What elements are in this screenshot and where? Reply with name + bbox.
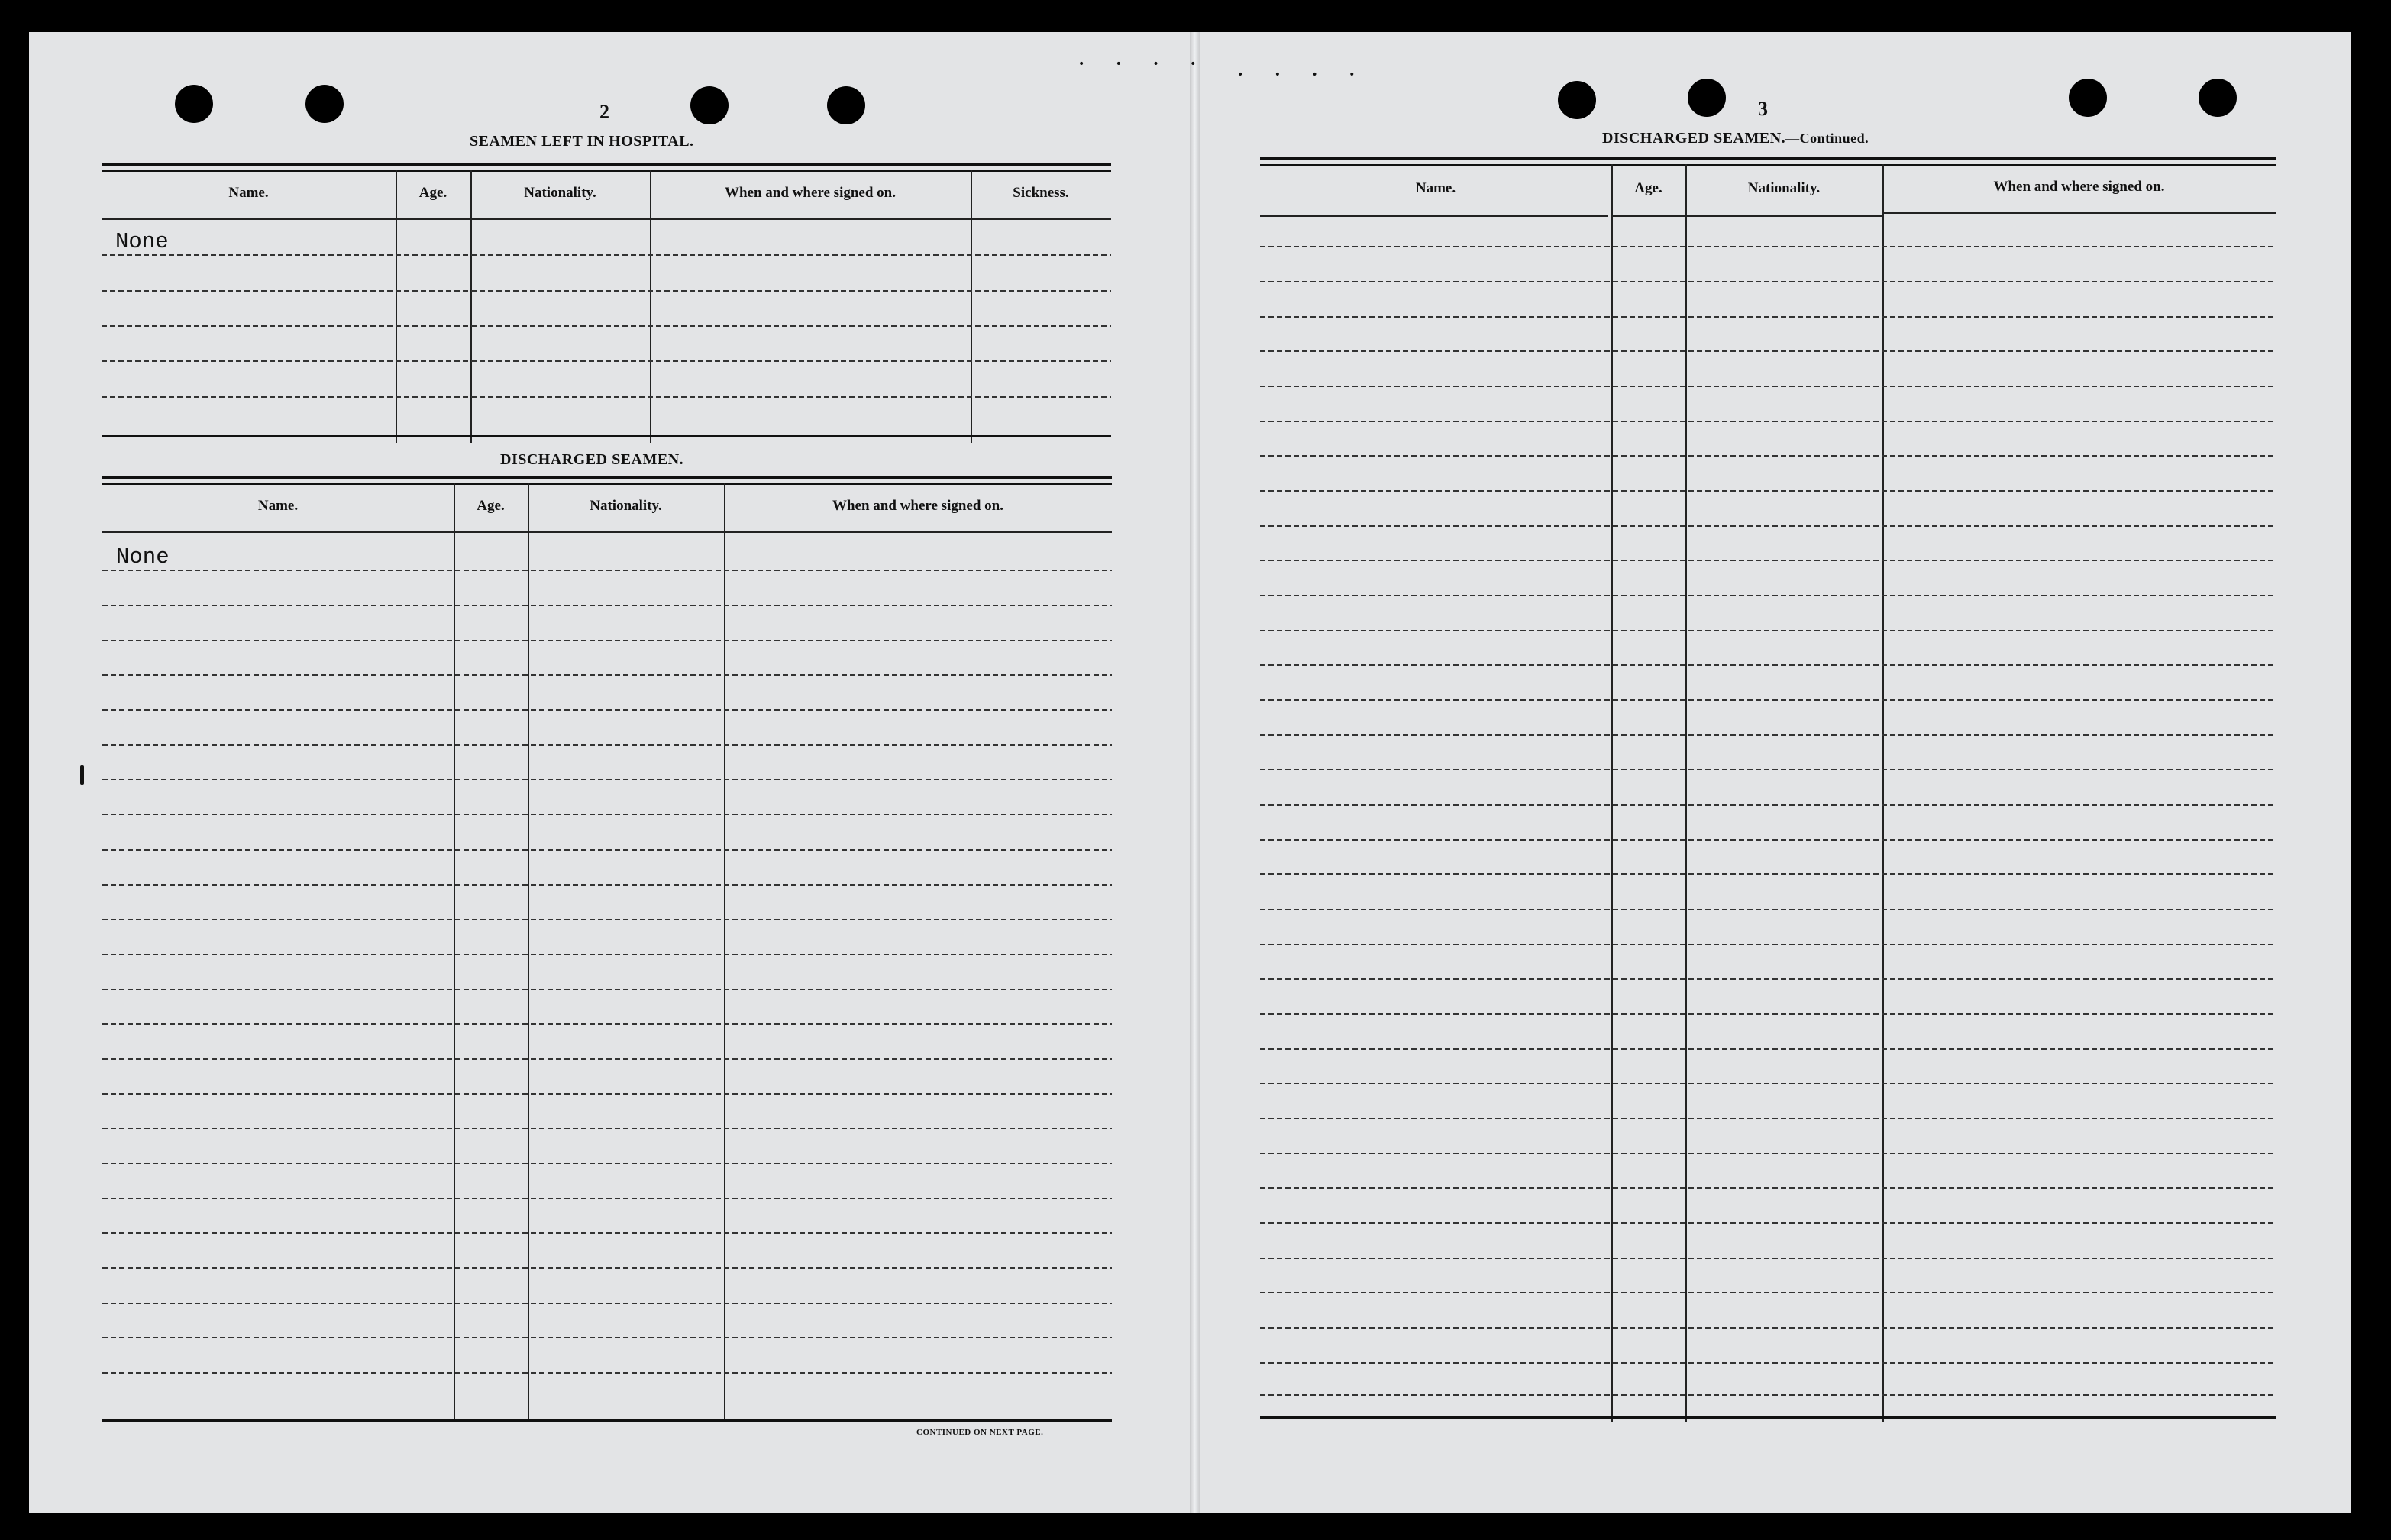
table-row	[102, 360, 1111, 362]
punch-hole	[175, 85, 213, 123]
table-row	[102, 849, 1112, 851]
table-row	[102, 884, 1112, 886]
continued-footnote: CONTINUED ON NEXT PAGE.	[916, 1428, 1044, 1437]
punch-hole	[690, 86, 729, 124]
table-row	[1260, 1394, 2276, 1396]
table-row	[1260, 490, 2276, 492]
table-row	[102, 1023, 1112, 1025]
punch-hole	[1688, 79, 1726, 117]
hospital-section-title: SEAMEN LEFT IN HOSPITAL.	[470, 133, 694, 150]
table-row	[1260, 246, 2276, 247]
discharged-continued-title	[1602, 130, 1869, 147]
table-row	[1260, 1153, 2276, 1154]
column-header-nationality: Nationality.	[524, 185, 596, 201]
column-header-sickness: Sickness.	[1013, 185, 1069, 201]
title-main: DISCHARGED SEAMEN.	[1602, 130, 1786, 147]
title-suffix: —Continued.	[1785, 131, 1869, 146]
ink-specks: • • • •	[1078, 58, 1210, 70]
table-row	[1260, 525, 2276, 527]
table-row	[1260, 1258, 2276, 1259]
table-row	[102, 709, 1112, 711]
table-row	[102, 954, 1112, 955]
table-row	[1260, 455, 2276, 457]
table-row	[102, 570, 1112, 571]
discharged-entry: None	[116, 544, 170, 570]
table-row	[102, 1232, 1112, 1234]
table-row	[102, 1163, 1112, 1164]
table-row	[1260, 873, 2276, 875]
column-header-age: Age.	[477, 498, 505, 514]
table-row	[1260, 1292, 2276, 1293]
table-row	[1260, 386, 2276, 387]
table-row	[1260, 699, 2276, 701]
hospital-entry: None	[115, 229, 169, 254]
punch-hole	[1558, 81, 1596, 119]
table-row	[102, 290, 1111, 292]
table-row	[102, 989, 1112, 990]
table-row	[102, 1337, 1112, 1338]
column-header-nationality: Nationality.	[1747, 180, 1821, 196]
punch-hole	[2199, 79, 2237, 117]
column-header-age: Age.	[418, 185, 448, 201]
table-row	[1260, 664, 2276, 666]
punch-hole	[2069, 79, 2107, 117]
table-row	[1260, 1118, 2276, 1119]
ink-specks: • • • •	[1237, 69, 1369, 81]
table-row	[102, 779, 1112, 780]
table-row	[102, 674, 1112, 676]
page-number-right: 3	[1758, 98, 1768, 120]
punch-hole	[305, 85, 344, 123]
ink-mark	[80, 765, 84, 785]
table-row	[1260, 595, 2276, 596]
column-header-nationality: Nationality.	[590, 498, 662, 514]
table-row	[1260, 1048, 2276, 1050]
table-row	[102, 1198, 1112, 1199]
table-row	[102, 814, 1112, 815]
table-row	[102, 254, 1111, 256]
page-fold	[1190, 32, 1200, 1513]
table-row	[1260, 316, 2276, 318]
table-row	[1260, 560, 2276, 561]
hospital-table	[102, 163, 1111, 443]
table-row	[102, 325, 1111, 327]
table-row	[1260, 1187, 2276, 1189]
discharged-table	[102, 476, 1112, 1425]
table-row	[1260, 769, 2276, 770]
page-number-left: 2	[599, 101, 609, 123]
table-row	[102, 605, 1112, 606]
table-row	[1260, 1362, 2276, 1364]
column-header-name: Name.	[228, 185, 269, 201]
table-row	[1260, 350, 2276, 352]
table-row	[1260, 421, 2276, 422]
table-row	[1260, 839, 2276, 841]
table-row	[1260, 281, 2276, 282]
column-header-signed-on: When and where signed on.	[1993, 179, 2165, 195]
table-row	[102, 396, 1111, 398]
column-header-signed-on: When and where signed on.	[724, 185, 896, 201]
table-row	[102, 640, 1112, 641]
table-row	[102, 1093, 1112, 1095]
table-row	[102, 919, 1112, 920]
column-header-name: Name.	[257, 498, 299, 514]
table-row	[1260, 978, 2276, 980]
column-header-signed-on: When and where signed on.	[832, 498, 1003, 514]
discharged-continued-table	[1260, 157, 2276, 1425]
column-header-name: Name.	[1415, 180, 1456, 196]
table-row	[1260, 804, 2276, 806]
table-row	[102, 1372, 1112, 1374]
table-row	[1260, 734, 2276, 736]
table-row	[102, 1267, 1112, 1269]
table-row	[1260, 1222, 2276, 1224]
table-row	[102, 744, 1112, 746]
table-row	[1260, 1327, 2276, 1329]
punch-hole	[827, 86, 865, 124]
table-row	[1260, 1083, 2276, 1084]
table-row	[102, 1128, 1112, 1129]
table-row	[1260, 630, 2276, 631]
column-header-age: Age.	[1634, 180, 1662, 196]
table-row	[102, 1303, 1112, 1304]
table-row	[102, 1058, 1112, 1060]
table-row	[1260, 1013, 2276, 1015]
discharged-section-title: DISCHARGED SEAMEN.	[500, 451, 684, 468]
table-row	[1260, 944, 2276, 945]
table-row	[1260, 909, 2276, 910]
